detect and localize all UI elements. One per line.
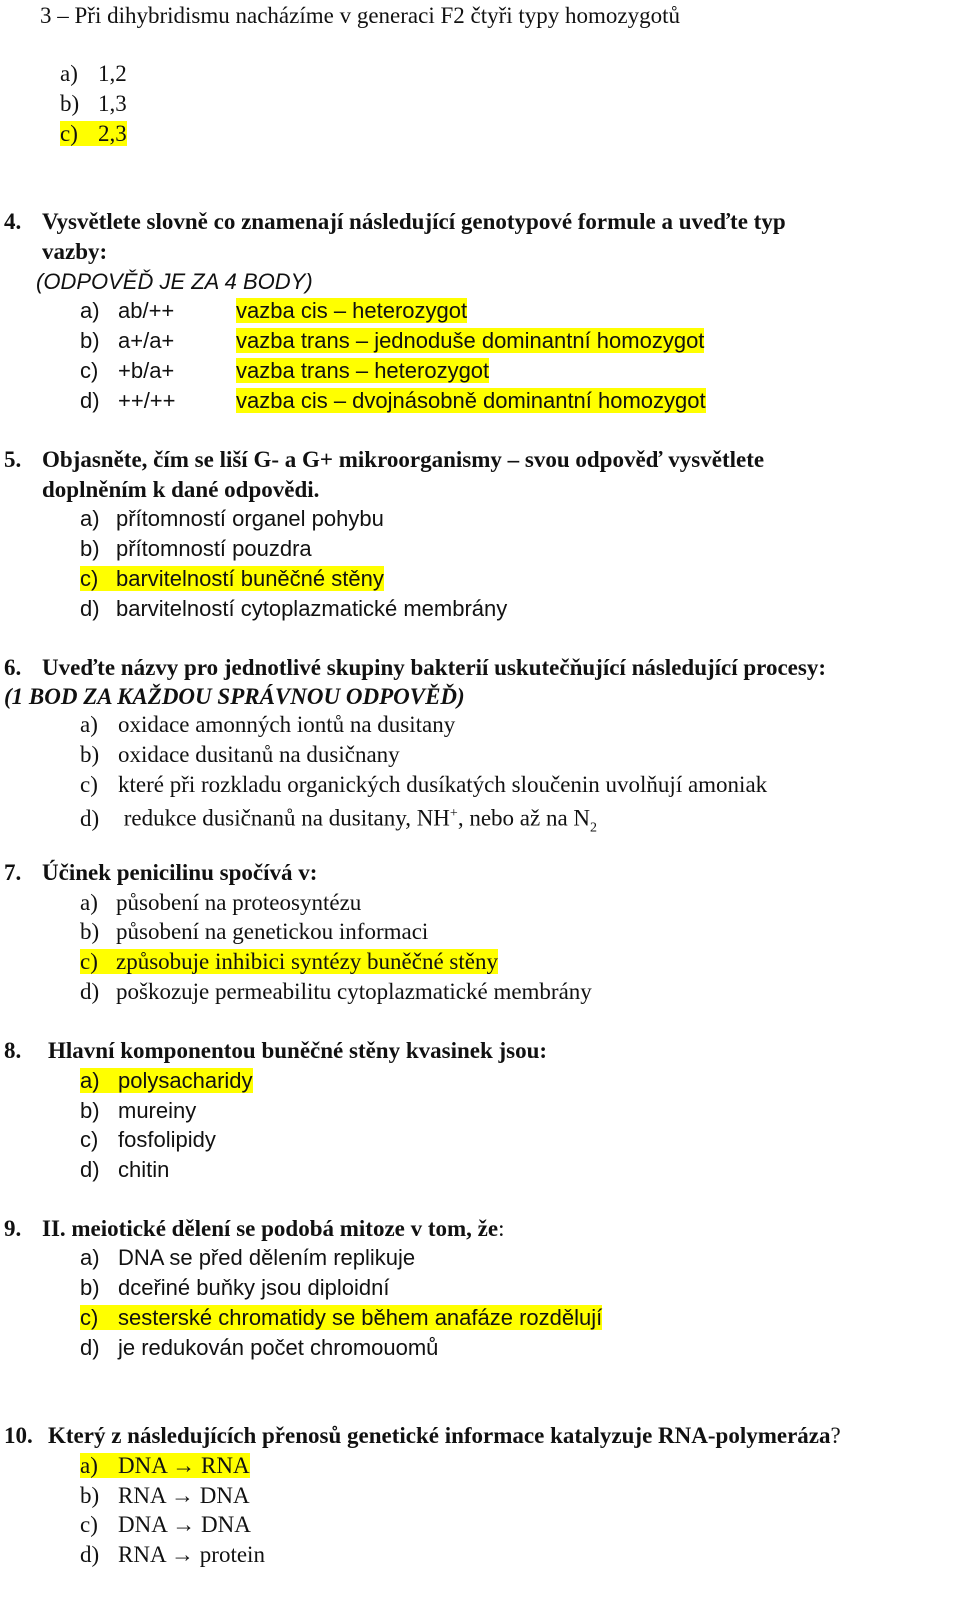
q7-option-b [80, 918, 428, 946]
q3-text: 3 – Při dihybridismu nacházíme v generaci F2 čtyři typy homozygotů [40, 3, 681, 28]
option-text-mid: , nebo až na N [457, 805, 591, 831]
option-letter: c) [80, 358, 99, 383]
q10-option-a [80, 1452, 250, 1480]
q6-option-d [80, 800, 597, 842]
q8-number: 8. [4, 1038, 22, 1063]
q10-number: 10. [4, 1423, 33, 1448]
option-letter: c) [80, 772, 98, 797]
q9-number: 9. [4, 1216, 22, 1241]
q5-text-line2: doplněním k dané odpovědi. [42, 477, 320, 502]
option-text: které při rozkladu organických dusíkatých sloučenin uvolňují amoniak [118, 772, 768, 797]
q10-option-b [80, 1482, 250, 1510]
option-text: 1,2 [98, 61, 127, 86]
option-text: DNA se před dělením replikuje [118, 1245, 416, 1270]
option-text: přítomností organel pohybu [116, 506, 384, 531]
option-letter: b) [80, 742, 100, 767]
q7-option-d [80, 978, 592, 1006]
q3-option-c [60, 120, 127, 148]
option-letter: b) [80, 919, 100, 944]
option-formula: a+/a+ [118, 328, 175, 353]
q4-option-d [80, 387, 706, 415]
option-formula: +b/a+ [118, 358, 175, 383]
q9-text-end: : [498, 1216, 505, 1241]
option-text: fosfolipidy [118, 1127, 216, 1152]
q3-option-b [60, 90, 127, 118]
option-text: dceřiné buňky jsou diploidní [118, 1275, 390, 1300]
option-formula: ab/++ [118, 298, 175, 323]
option-letter: b) [80, 328, 100, 353]
option-text: RNA → DNA [118, 1483, 250, 1508]
option-text: oxidace amonných iontů na dusitany [118, 712, 456, 737]
option-formula: ++/++ [118, 388, 176, 413]
q5-option-d [80, 595, 507, 623]
option-text: barvitelností cytoplazmatické membrány [116, 596, 508, 621]
q10-text: Který z následujících přenosů genetické informace katalyzuje RNA-polymeráza [48, 1423, 831, 1448]
option-text: barvitelností buněčné stěny [116, 566, 384, 591]
q6-option-b [80, 741, 400, 769]
option-text: DNA → DNA [118, 1512, 251, 1537]
q4-note: (ODPOVĚĎ JE ZA 4 BODY) [36, 269, 313, 294]
q8-option-d [80, 1156, 169, 1184]
option-text: RNA → protein [118, 1542, 265, 1567]
option-letter: d) [80, 388, 100, 413]
option-text: 2,3 [98, 121, 127, 146]
q8-option-a [80, 1067, 253, 1095]
q9-option-c [80, 1304, 602, 1332]
option-text: přítomností pouzdra [116, 536, 312, 561]
q5-option-a [80, 505, 384, 533]
option-text: 1,3 [98, 91, 127, 116]
option-letter: d) [80, 596, 100, 621]
option-letter: d) [80, 1542, 100, 1567]
q3-option-a [60, 60, 127, 88]
q7-option-c [80, 948, 498, 976]
option-letter: b) [80, 1275, 100, 1300]
q8-option-c [80, 1126, 216, 1154]
q7-text: Účinek penicilinu spočívá v: [42, 860, 318, 885]
q9-text: II. meiotické dělení se podobá mitoze v tom, že [42, 1216, 499, 1241]
option-answer: vazba cis – heterozygot [236, 298, 468, 323]
option-letter: d) [80, 1335, 100, 1360]
q10-option-c [80, 1511, 251, 1539]
option-letter: a) [60, 61, 78, 86]
option-text: mureiny [118, 1098, 197, 1123]
q9-option-b [80, 1274, 390, 1302]
q6-note: (1 BOD ZA KAŽDOU SPRÁVNOU ODPOVĚĎ) [4, 684, 465, 709]
option-text: DNA → RNA [118, 1453, 250, 1478]
q4-number: 4. [4, 209, 22, 234]
option-letter: c) [80, 566, 99, 591]
q5-option-c [80, 565, 384, 593]
option-text: sesterské chromatidy se během anafáze rozdělují [118, 1305, 603, 1330]
option-text: působení na genetickou informaci [116, 919, 429, 944]
option-letter: b) [80, 1098, 100, 1123]
option-text: působení na proteosyntézu [116, 890, 362, 915]
q4-option-b [80, 327, 704, 355]
option-letter: c) [60, 121, 78, 146]
q9-text-wrap [42, 1215, 504, 1243]
option-letter: a) [80, 1068, 100, 1093]
option-letter: a) [80, 1245, 100, 1270]
option-answer: vazba trans – heterozygot [236, 358, 490, 383]
q6-number: 6. [4, 655, 22, 680]
q4-option-c [80, 357, 489, 385]
q10-text-wrap [48, 1422, 841, 1450]
option-letter: d) [80, 1157, 100, 1182]
q10-text-end: ? [830, 1423, 841, 1448]
option-text: poškozuje permeabilitu cytoplazmatické membrány [116, 979, 592, 1004]
option-letter: d) [80, 979, 100, 1004]
q10-option-d [80, 1541, 265, 1569]
q7-option-a [80, 889, 361, 917]
q7-number: 7. [4, 860, 22, 885]
q4-text-line1: Vysvětlete slovně co znamenají následující genotypové formule a uveďte typ [42, 209, 786, 234]
option-letter: d) [80, 805, 100, 831]
option-text: oxidace dusitanů na dusičnany [118, 742, 400, 767]
option-text: způsobuje inhibici syntézy buněčné stěny [116, 949, 498, 974]
option-letter: c) [80, 1127, 99, 1152]
option-letter: b) [80, 1483, 100, 1508]
q9-option-d [80, 1334, 438, 1362]
option-letter: a) [80, 506, 100, 531]
q6-option-a [80, 711, 455, 739]
option-letter: b) [60, 91, 80, 116]
subscript: 2 [590, 820, 598, 836]
q4-option-a [80, 297, 467, 325]
option-letter: c) [80, 1512, 98, 1537]
q5-text-line1: Objasněte, čím se liší G- a G+ mikroorganismy – svou odpověď vysvětlete [42, 447, 765, 472]
option-text: polysacharidy [118, 1068, 253, 1093]
q6-text: Uveďte názvy pro jednotlivé skupiny bakterií uskutečňující následující procesy: [42, 655, 826, 680]
option-letter: a) [80, 890, 98, 915]
option-letter: a) [80, 1453, 98, 1478]
option-text: chitin [118, 1157, 170, 1182]
option-letter: a) [80, 298, 100, 323]
option-letter: c) [80, 949, 98, 974]
q8-text: Hlavní komponentou buněčné stěny kvasinek jsou: [48, 1038, 548, 1063]
q5-number: 5. [4, 447, 22, 472]
q9-option-a [80, 1244, 415, 1272]
q8-option-b [80, 1097, 196, 1125]
q4-text-line2: vazby: [42, 239, 108, 264]
superscript: + [449, 806, 458, 821]
option-letter: c) [80, 1305, 99, 1330]
option-answer: vazba trans – jednoduše dominantní homozygot [236, 328, 705, 353]
option-text: je redukován počet chromouomů [118, 1335, 439, 1360]
option-text: redukce dusičnanů na dusitany, NH [118, 805, 450, 831]
q5-option-b [80, 535, 312, 563]
option-answer: vazba cis – dvojnásobně dominantní homozygot [236, 388, 706, 413]
option-letter: b) [80, 536, 100, 561]
q6-option-c [80, 771, 767, 799]
option-letter: a) [80, 712, 98, 737]
